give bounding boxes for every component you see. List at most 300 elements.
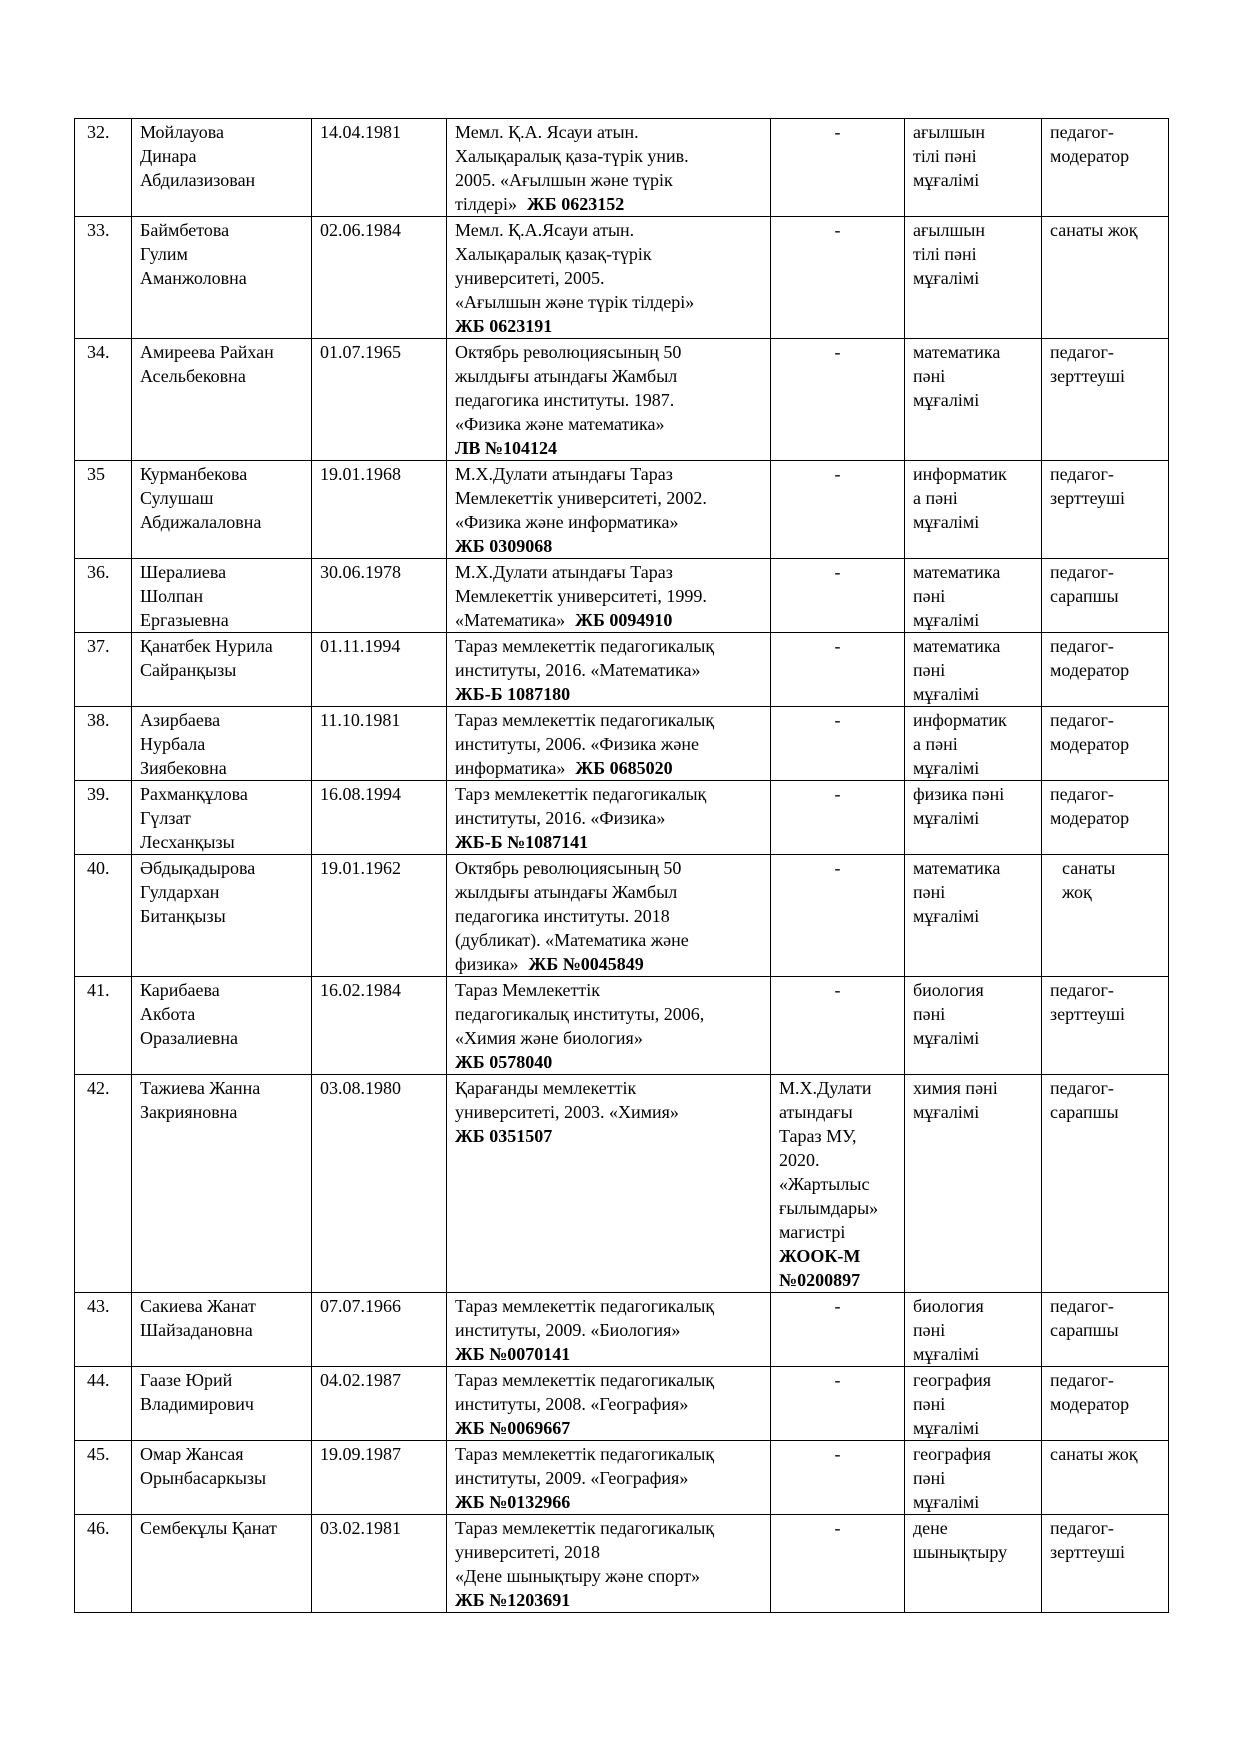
cell-line: ғылымдары» [779, 1198, 879, 1218]
full-name-cell [132, 339, 312, 461]
cell-line: 16.08.1994 [320, 784, 401, 804]
cell-line: а пәні [913, 488, 958, 508]
cell-line: Октябрь революциясының 50 [455, 342, 682, 362]
birth-date-cell [312, 1075, 447, 1293]
row-number-cell [75, 217, 132, 339]
full-name-cell [132, 781, 312, 855]
extra-qualification-cell [771, 781, 905, 855]
cell-line: 19.09.1987 [320, 1444, 401, 1464]
row-number-cell [75, 461, 132, 559]
cell-line: информатик [913, 710, 1007, 730]
cell-line: жылдығы атындағы Жамбыл [455, 882, 678, 902]
extra-qualification-cell [771, 1075, 905, 1293]
category-cell [1042, 781, 1169, 855]
birth-date-cell [312, 461, 447, 559]
education-cell [447, 1441, 771, 1515]
cell-line: Акбота [140, 1004, 196, 1024]
cell-line: математика [913, 858, 1001, 878]
cell-line: модератор [1050, 808, 1130, 828]
cell-line: педагог- [1050, 784, 1114, 804]
cell-line: Тараз МУ, [779, 1126, 857, 1146]
cell-line: - [834, 562, 841, 582]
table-row [75, 1441, 1169, 1515]
cell-line: педагог- [1050, 1518, 1114, 1538]
cell-line: Мемл. Қ.А. Ясауи атын. [455, 122, 639, 142]
extra-qualification-cell [771, 1441, 905, 1515]
diploma-number: ЖБ №1203691 [455, 1590, 571, 1610]
cell-line: мұғалімі [913, 1028, 980, 1048]
birth-date-cell [312, 1515, 447, 1613]
cell-line: пәні [913, 1468, 946, 1488]
cell-line: педагог- [1050, 710, 1114, 730]
table-row [75, 855, 1169, 977]
cell-line: Аманжоловна [140, 268, 247, 288]
cell-line: «Физика және информатика» [455, 512, 679, 532]
category-cell [1042, 1515, 1169, 1613]
cell-line: Гулим [140, 244, 188, 264]
cell-line: Тараз Мемлекеттік [455, 980, 601, 1000]
cell-line: Абдижалаловна [140, 512, 262, 532]
cell-line: педагогика институты. 2018 [455, 906, 670, 926]
full-name-cell [132, 461, 312, 559]
specialty-text: физика» [455, 954, 519, 974]
cell-line: Шолпан [140, 586, 204, 606]
table-row [75, 633, 1169, 707]
cell-line: 2020. [779, 1150, 820, 1170]
cell-line: 45. [87, 1444, 110, 1464]
cell-line: Баймбетова [140, 220, 230, 240]
specialty-text: информатика» [455, 758, 566, 778]
cell-line: университеті, 2003. «Химия» [455, 1102, 679, 1122]
extra-qualification-cell [771, 1515, 905, 1613]
education-cell [447, 559, 771, 633]
cell-line: шынықтыру [913, 1542, 1008, 1562]
category-cell [1042, 1367, 1169, 1441]
table-row [75, 1075, 1169, 1293]
diploma-number: ЖБ 0685020 [575, 758, 673, 778]
cell-line: педагог- [1050, 1078, 1114, 1098]
cell-line: - [834, 710, 841, 730]
cell-line: сарапшы [1050, 1102, 1119, 1122]
category-cell [1042, 119, 1169, 217]
cell-line: Октябрь революциясының 50 [455, 858, 682, 878]
subject-cell [905, 1293, 1042, 1367]
row-number-cell [75, 707, 132, 781]
cell-line: Омар Жансая [140, 1444, 244, 1464]
row-number-cell [75, 855, 132, 977]
category-cell [1042, 461, 1169, 559]
subject-cell [905, 119, 1042, 217]
cell-line: Рахманқұлова [140, 784, 248, 804]
category-cell [1042, 855, 1169, 977]
cell-line: 39. [87, 784, 110, 804]
diploma-number: ЖБ 0623152 [527, 194, 625, 214]
cell-line: математика [913, 342, 1001, 362]
extra-qualification-cell [771, 559, 905, 633]
full-name-cell [132, 559, 312, 633]
cell-line: 16.02.1984 [320, 980, 401, 1000]
cell-line: ағылшын [913, 220, 986, 240]
cell-line: санаты жоқ [1050, 1444, 1138, 1464]
cell-line: Гаазе Юрий [140, 1370, 233, 1390]
cell-line [455, 756, 762, 780]
row-number-cell [75, 1293, 132, 1367]
education-cell [447, 1075, 771, 1293]
cell-line: зерттеуші [1050, 1004, 1125, 1024]
cell-line: пәні [913, 1004, 946, 1024]
cell-line: институты, 2008. «География» [455, 1394, 689, 1414]
cell-line: 38. [87, 710, 110, 730]
cell-line: санаты жоқ [1050, 220, 1138, 240]
cell-line: - [834, 784, 841, 804]
cell-line: 11.10.1981 [320, 710, 401, 730]
subject-cell [905, 559, 1042, 633]
cell-line: Тараз мемлекеттік педагогикалық [455, 1444, 715, 1464]
education-cell [447, 781, 771, 855]
extra-qualification-cell [771, 707, 905, 781]
cell-line: математика [913, 636, 1001, 656]
row-number-cell [75, 633, 132, 707]
table-row [75, 707, 1169, 781]
cell-line: педагог- [1050, 1296, 1114, 1316]
cell-line: институты, 2016. «Математика» [455, 660, 701, 680]
birth-date-cell [312, 707, 447, 781]
cell-line: «Ағылшын және түрік тілдері» [455, 292, 695, 312]
diploma-number: ЖБ №0070141 [455, 1344, 571, 1364]
cell-line: педагог- [1050, 980, 1114, 1000]
cell-line: Мемл. Қ.А.Ясауи атын. [455, 220, 635, 240]
cell-line: Сулушаш [140, 488, 214, 508]
cell-line: дене [913, 1518, 948, 1538]
cell-line: 35 [87, 464, 105, 484]
cell-line: 03.02.1981 [320, 1518, 401, 1538]
cell-line: 32. [87, 122, 110, 142]
cell-line: - [834, 220, 841, 240]
cell-line: мұғалімі [913, 808, 980, 828]
education-cell [447, 119, 771, 217]
cell-line: Амиреева Райхан [140, 342, 274, 362]
cell-line: Битанқызы [140, 906, 226, 926]
extra-qualification-cell [771, 633, 905, 707]
cell-line [455, 952, 762, 976]
cell-line: «Химия және биология» [455, 1028, 643, 1048]
birth-date-cell [312, 1441, 447, 1515]
table-row [75, 119, 1169, 217]
row-number-cell [75, 119, 132, 217]
cell-line: Сакиева Жанат [140, 1296, 256, 1316]
education-cell [447, 707, 771, 781]
cell-line: Гулдархан [140, 882, 220, 902]
education-cell [447, 633, 771, 707]
cell-line: педагог- [1050, 562, 1114, 582]
cell-line: Асельбековна [140, 366, 246, 386]
education-cell [447, 339, 771, 461]
cell-line: институты, 2006. «Физика және [455, 734, 699, 754]
cell-line: - [834, 1444, 841, 1464]
cell-line: педагог- [1050, 1370, 1114, 1390]
cell-line: 14.04.1981 [320, 122, 401, 142]
cell-line: Ергазыевна [140, 610, 229, 630]
cell-line: Тараз мемлекеттік педагогикалық [455, 636, 715, 656]
category-cell [1042, 1075, 1169, 1293]
cell-line: Шералиева [140, 562, 227, 582]
cell-line: 41. [87, 980, 110, 1000]
diploma-number: ЖБ-Б 1087180 [455, 684, 571, 704]
cell-line: М.Х.Дулати атындағы Тараз [455, 562, 673, 582]
category-cell [1042, 217, 1169, 339]
extra-qualification-cell [771, 1293, 905, 1367]
extra-qualification-cell [771, 119, 905, 217]
cell-line: Курманбекова [140, 464, 248, 484]
cell-line: университеті, 2005. [455, 268, 605, 288]
cell-line: «Физика және математика» [455, 414, 665, 434]
cell-line: М.Х.Дулати атындағы Тараз [455, 464, 673, 484]
subject-cell [905, 977, 1042, 1075]
cell-line: Гүлзат [140, 808, 191, 828]
cell-line: биология [913, 980, 984, 1000]
table-row [75, 1367, 1169, 1441]
cell-line: 40. [87, 858, 110, 878]
cell-line: 36. [87, 562, 110, 582]
cell-line: №0200897 [779, 1270, 861, 1290]
full-name-cell [132, 707, 312, 781]
cell-line: магистрі [779, 1222, 846, 1242]
full-name-cell [132, 217, 312, 339]
cell-line: модератор [1050, 734, 1130, 754]
extra-qualification-cell [771, 977, 905, 1075]
subject-cell [905, 217, 1042, 339]
cell-line: Динара [140, 146, 197, 166]
education-cell [447, 977, 771, 1075]
full-name-cell [132, 855, 312, 977]
cell-line: математика [913, 562, 1001, 582]
birth-date-cell [312, 217, 447, 339]
table-row [75, 781, 1169, 855]
row-number-cell [75, 781, 132, 855]
cell-line: Карибаева [140, 980, 220, 1000]
cell-line: мұғалімі [913, 1102, 980, 1122]
cell-line [455, 608, 762, 632]
cell-line: Тараз мемлекеттік педагогикалық [455, 1296, 715, 1316]
table-row [75, 1293, 1169, 1367]
cell-line: - [834, 1296, 841, 1316]
row-number-cell [75, 1075, 132, 1293]
cell-line: пәні [913, 882, 946, 902]
cell-line: Қарағанды мемлекеттік [455, 1078, 637, 1098]
cell-line: 34. [87, 342, 110, 362]
diploma-number: ЖБ-Б №1087141 [455, 832, 589, 852]
subject-cell [905, 461, 1042, 559]
cell-line: пәні [913, 366, 946, 386]
cell-line: 43. [87, 1296, 110, 1316]
table-row [75, 977, 1169, 1075]
cell-line: Сембекұлы Қанат [140, 1518, 277, 1538]
cell-line: Шайзадановна [140, 1320, 253, 1340]
cell-line: санаты [1062, 858, 1116, 878]
cell-line: модератор [1050, 660, 1130, 680]
table-row [75, 217, 1169, 339]
table-row [75, 339, 1169, 461]
cell-line: - [834, 980, 841, 1000]
cell-line: педагог- [1050, 342, 1114, 362]
cell-line: 19.01.1962 [320, 858, 401, 878]
cell-line: сарапшы [1050, 586, 1119, 606]
cell-line: мұғалімі [913, 1344, 980, 1364]
cell-line: - [834, 1518, 841, 1538]
subject-cell [905, 707, 1042, 781]
education-cell [447, 1293, 771, 1367]
cell-line: мұғалімі [913, 684, 980, 704]
diploma-number: ЖБ 0351507 [455, 1126, 553, 1146]
cell-line: Мемлекеттік университеті, 1999. [455, 586, 707, 606]
cell-line: педагогикалық институты, 2006, [455, 1004, 705, 1024]
extra-qualification-cell [771, 855, 905, 977]
cell-line: 46. [87, 1518, 110, 1538]
cell-line: Абдилазизован [140, 170, 256, 190]
cell-line [455, 192, 762, 216]
full-name-cell [132, 1367, 312, 1441]
birth-date-cell [312, 559, 447, 633]
cell-line: институты, 2009. «География» [455, 1468, 689, 1488]
category-cell [1042, 977, 1169, 1075]
cell-line: 2005. «Ағылшын және түрік [455, 170, 673, 190]
cell-line: 04.02.1987 [320, 1370, 401, 1390]
cell-line: Тарз мемлекеттік педагогикалық [455, 784, 707, 804]
birth-date-cell [312, 1293, 447, 1367]
cell-line: мұғалімі [913, 610, 980, 630]
cell-line: Тараз мемлекеттік педагогикалық [455, 1518, 715, 1538]
birth-date-cell [312, 855, 447, 977]
cell-line: Лесханқызы [140, 832, 235, 852]
cell-line: пәні [913, 660, 946, 680]
subject-cell [905, 633, 1042, 707]
cell-line: институты, 2016. «Физика» [455, 808, 666, 828]
table-row [75, 1515, 1169, 1613]
diploma-number: ЖБ №0069667 [455, 1418, 571, 1438]
cell-line: Закрияновна [140, 1102, 238, 1122]
cell-line: мұғалімі [913, 390, 980, 410]
cell-line: пәні [913, 586, 946, 606]
cell-line: информатик [913, 464, 1007, 484]
table-row [75, 461, 1169, 559]
subject-cell [905, 1367, 1042, 1441]
education-cell [447, 217, 771, 339]
diploma-number: ЖБ 0578040 [455, 1052, 553, 1072]
specialty-text: «Математика» [455, 610, 566, 630]
cell-line: - [834, 122, 841, 142]
cell-line: - [834, 858, 841, 878]
subject-cell [905, 1075, 1042, 1293]
row-number-cell [75, 1441, 132, 1515]
cell-line: мұғалімі [913, 170, 980, 190]
cell-line: Қанатбек Нурила [140, 636, 273, 656]
full-name-cell [132, 1293, 312, 1367]
cell-line: мұғалімі [913, 906, 980, 926]
cell-line: Мемлекеттік университеті, 2002. [455, 488, 707, 508]
education-cell [447, 1515, 771, 1613]
cell-line: химия пәні [913, 1078, 998, 1098]
diploma-number: ЖБ №0132966 [455, 1492, 571, 1512]
cell-line: Владимирович [140, 1394, 254, 1414]
staff-table-body [75, 119, 1169, 1613]
row-number-cell [75, 559, 132, 633]
diploma-number: ЛВ №104124 [455, 438, 558, 458]
diploma-number: ЖБ №0045849 [528, 954, 644, 974]
cell-line: 01.07.1965 [320, 342, 401, 362]
cell-line: 01.11.1994 [320, 636, 401, 656]
category-cell [1042, 559, 1169, 633]
category-cell [1042, 1441, 1169, 1515]
full-name-cell [132, 119, 312, 217]
cell-line: педагог- [1050, 464, 1114, 484]
cell-line: Орынбасаркызы [140, 1468, 267, 1488]
birth-date-cell [312, 339, 447, 461]
cell-line: мұғалімі [913, 758, 980, 778]
extra-qualification-cell [771, 1367, 905, 1441]
cell-line: Тажиева Жанна [140, 1078, 261, 1098]
cell-line: биология [913, 1296, 984, 1316]
cell-line: ЖООК-М [779, 1246, 861, 1266]
subject-cell [905, 781, 1042, 855]
document-page [74, 118, 1168, 1613]
full-name-cell [132, 1441, 312, 1515]
cell-line: тілі пәні [913, 244, 977, 264]
education-cell [447, 1367, 771, 1441]
subject-cell [905, 339, 1042, 461]
cell-line: Тараз мемлекеттік педагогикалық [455, 710, 715, 730]
cell-line: пәні [913, 1394, 946, 1414]
subject-cell [905, 1441, 1042, 1515]
cell-line: физика пәні [913, 784, 1005, 804]
birth-date-cell [312, 1367, 447, 1441]
cell-line: тілі пәні [913, 146, 977, 166]
cell-line: география [913, 1370, 992, 1390]
cell-line: 03.08.1980 [320, 1078, 401, 1098]
staff-table [74, 118, 1169, 1613]
cell-line: мұғалімі [913, 1418, 980, 1438]
row-number-cell [75, 1367, 132, 1441]
extra-qualification-cell [771, 339, 905, 461]
cell-line: - [834, 1370, 841, 1390]
cell-line: (дубликат). «Математика және [455, 930, 689, 950]
cell-line: жоқ [1062, 882, 1092, 902]
cell-line: мұғалімі [913, 268, 980, 288]
cell-line: педагог- [1050, 122, 1114, 142]
birth-date-cell [312, 781, 447, 855]
cell-line: 44. [87, 1370, 110, 1390]
category-cell [1042, 339, 1169, 461]
cell-line: Әбдықадырова [140, 858, 256, 878]
extra-qualification-cell [771, 217, 905, 339]
diploma-number: ЖБ 0623191 [455, 316, 553, 336]
category-cell [1042, 707, 1169, 781]
cell-line: атындағы [779, 1102, 853, 1122]
cell-line: зерттеуші [1050, 488, 1125, 508]
cell-line: университеті, 2018 [455, 1542, 600, 1562]
birth-date-cell [312, 119, 447, 217]
cell-line: Азирбаева [140, 710, 221, 730]
cell-line: Зиябековна [140, 758, 227, 778]
row-number-cell [75, 339, 132, 461]
cell-line: модератор [1050, 146, 1130, 166]
birth-date-cell [312, 977, 447, 1075]
cell-line: сарапшы [1050, 1320, 1119, 1340]
cell-line: 30.06.1978 [320, 562, 401, 582]
cell-line: «Дене шынықтыру және спорт» [455, 1566, 701, 1586]
row-number-cell [75, 1515, 132, 1613]
cell-line: институты, 2009. «Биология» [455, 1320, 681, 1340]
cell-line: 07.07.1966 [320, 1296, 401, 1316]
